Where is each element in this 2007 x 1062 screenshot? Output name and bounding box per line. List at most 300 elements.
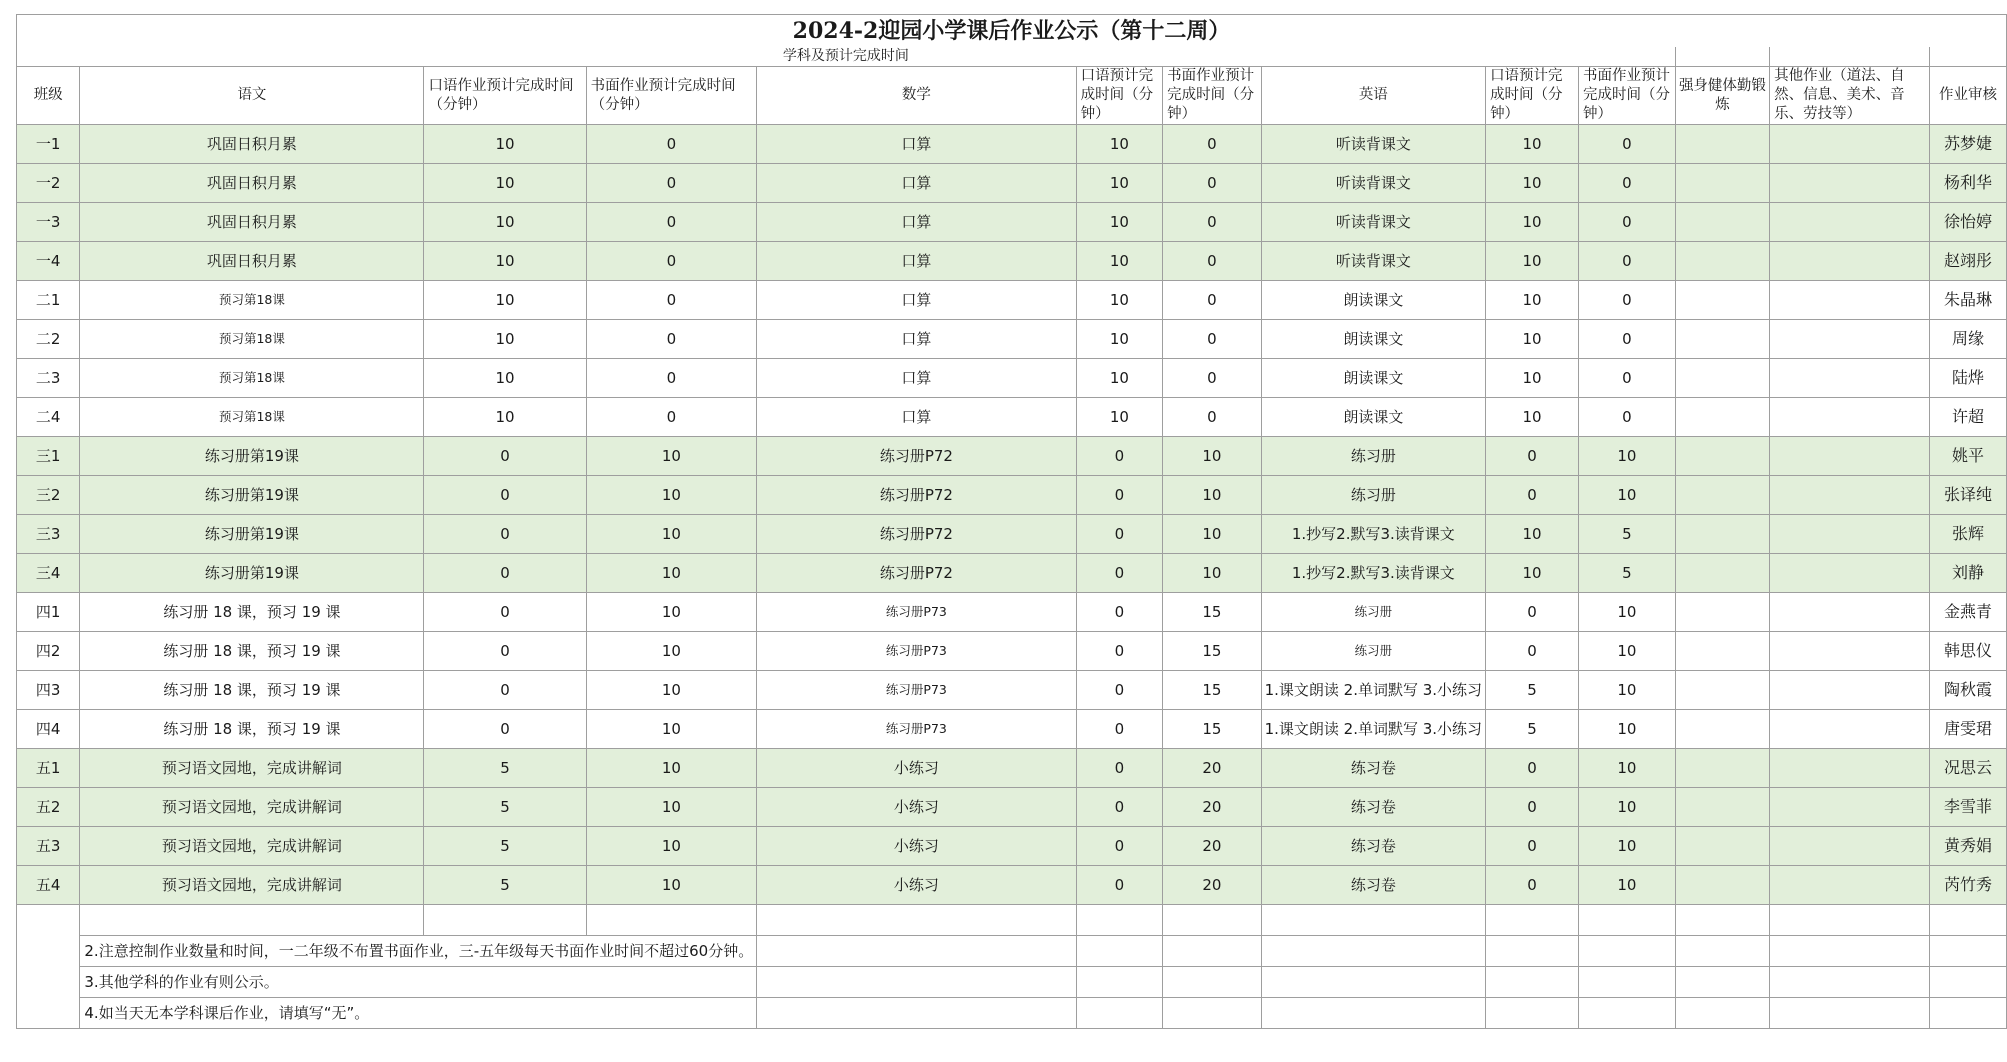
cell-math: 练习册P73 [757,632,1076,671]
note-empty-cell [1261,936,1485,967]
note-empty-cell [1076,998,1163,1029]
cell-chinese-oral-time: 10 [424,203,586,242]
note-empty-cell [1675,936,1769,967]
cell-chinese: 预习语文园地，完成讲解词 [80,788,424,827]
note-empty-cell [1486,936,1579,967]
cell-english: 听读背课文 [1261,125,1485,164]
table-row [17,788,2007,827]
cell-math-oral-time: 10 [1076,359,1163,398]
cell-math: 小练习 [757,749,1076,788]
note-empty-cell [1076,936,1163,967]
cell-other [1770,632,1930,671]
cell-math-written-time: 20 [1163,827,1261,866]
cell-chinese-written-time: 10 [586,788,757,827]
cell-other [1770,242,1930,281]
page-title: 2024-2迎园小学课后作业公示（第十二周） [17,15,2007,48]
cell-math-written-time: 10 [1163,476,1261,515]
cell-fitness [1675,359,1769,398]
cell-chinese: 练习册 18 课，预习 19 课 [80,710,424,749]
cell-chinese-written-time: 10 [586,710,757,749]
cell-chinese: 预习语文园地，完成讲解词 [80,827,424,866]
cell-math: 练习册P73 [757,710,1076,749]
cell-class: 二1 [17,281,80,320]
cell-english-written-time: 0 [1578,398,1675,437]
cell-english-oral-time: 0 [1486,749,1579,788]
cell-reviewer: 陆烨 [1929,359,2006,398]
note-empty-cell [1675,967,1769,998]
cell-english-written-time: 10 [1578,788,1675,827]
cell-math-written-time: 0 [1163,203,1261,242]
note-empty-cell [1076,905,1163,936]
cell-fitness [1675,554,1769,593]
cell-math: 口算 [757,320,1076,359]
cell-math-oral-time: 10 [1076,242,1163,281]
cell-other [1770,671,1930,710]
cell-class: 三4 [17,554,80,593]
cell-english: 1.抄写2.默写3.读背课文 [1261,554,1485,593]
table-row [17,125,2007,164]
cell-class: 四2 [17,632,80,671]
note-empty-cell [1770,998,1930,1029]
note-left-blank [17,905,80,1029]
cell-chinese-oral-time: 10 [424,398,586,437]
cell-math: 小练习 [757,827,1076,866]
header-chinese: 语文 [80,67,424,125]
table-row [17,827,2007,866]
cell-chinese-oral-time: 0 [424,710,586,749]
cell-math: 口算 [757,242,1076,281]
cell-reviewer: 陶秋霞 [1929,671,2006,710]
cell-english: 练习册 [1261,632,1485,671]
cell-math: 小练习 [757,788,1076,827]
cell-math-written-time: 0 [1163,242,1261,281]
note-empty-cell [1929,936,2006,967]
cell-english: 1.抄写2.默写3.读背课文 [1261,515,1485,554]
cell-chinese-oral-time: 0 [424,554,586,593]
cell-english-oral-time: 10 [1486,242,1579,281]
note-empty-cell [1675,905,1769,936]
header-math-oral-time: 口语预计完成时间（分钟） [1076,67,1163,125]
cell-class: 五3 [17,827,80,866]
cell-chinese-oral-time: 10 [424,242,586,281]
cell-math-oral-time: 10 [1076,398,1163,437]
cell-english-written-time: 5 [1578,515,1675,554]
cell-class: 四1 [17,593,80,632]
note-row [17,905,2007,936]
cell-english-written-time: 0 [1578,164,1675,203]
cell-fitness [1675,125,1769,164]
cell-math: 练习册P72 [757,476,1076,515]
cell-english: 练习卷 [1261,866,1485,905]
cell-chinese-oral-time: 0 [424,515,586,554]
cell-math-written-time: 0 [1163,359,1261,398]
cell-math-written-time: 0 [1163,164,1261,203]
cell-other [1770,320,1930,359]
header-row [17,67,2007,125]
cell-math-written-time: 10 [1163,515,1261,554]
cell-chinese-written-time: 10 [586,749,757,788]
cell-chinese: 巩固日积月累 [80,242,424,281]
cell-reviewer: 徐怡婷 [1929,203,2006,242]
note-empty-cell [1578,967,1675,998]
cell-english-written-time: 10 [1578,593,1675,632]
cell-chinese: 练习册第19课 [80,476,424,515]
cell-math-written-time: 10 [1163,554,1261,593]
cell-reviewer: 芮竹秀 [1929,866,2006,905]
cell-fitness [1675,203,1769,242]
cell-chinese: 练习册 18 课，预习 19 课 [80,632,424,671]
cell-fitness [1675,320,1769,359]
cell-chinese: 练习册第19课 [80,554,424,593]
cell-math: 练习册P72 [757,515,1076,554]
cell-chinese: 预习语文园地，完成讲解词 [80,749,424,788]
cell-reviewer: 黄秀娟 [1929,827,2006,866]
cell-chinese-oral-time: 10 [424,164,586,203]
cell-other [1770,749,1930,788]
table-row [17,476,2007,515]
cell-chinese-oral-time: 0 [424,632,586,671]
cell-fitness [1675,788,1769,827]
table-row [17,866,2007,905]
cell-chinese-oral-time: 5 [424,749,586,788]
cell-math-oral-time: 0 [1076,632,1163,671]
cell-other [1770,359,1930,398]
cell-math: 练习册P73 [757,593,1076,632]
cell-english-oral-time: 10 [1486,125,1579,164]
cell-chinese-written-time: 10 [586,476,757,515]
cell-math: 口算 [757,398,1076,437]
cell-math: 口算 [757,359,1076,398]
cell-math-written-time: 20 [1163,866,1261,905]
cell-chinese: 巩固日积月累 [80,164,424,203]
cell-english: 练习卷 [1261,788,1485,827]
cell-english-oral-time: 5 [1486,671,1579,710]
cell-chinese: 巩固日积月累 [80,125,424,164]
cell-math-oral-time: 0 [1076,437,1163,476]
cell-fitness [1675,281,1769,320]
cell-english: 听读背课文 [1261,203,1485,242]
homework-table [16,14,2007,1029]
header-math-written-time: 书面作业预计完成时间（分钟） [1163,67,1261,125]
cell-english-oral-time: 0 [1486,866,1579,905]
cell-english: 听读背课文 [1261,242,1485,281]
header-reviewer: 作业审核 [1929,67,2006,125]
cell-fitness [1675,749,1769,788]
cell-fitness [1675,164,1769,203]
cell-math-written-time: 0 [1163,320,1261,359]
cell-chinese-written-time: 0 [586,320,757,359]
header-english-written-time: 书面作业预计完成时间（分钟） [1578,67,1675,125]
cell-math-oral-time: 0 [1076,671,1163,710]
cell-class: 三1 [17,437,80,476]
cell-chinese: 练习册 18 课，预习 19 课 [80,671,424,710]
cell-math-oral-time: 0 [1076,749,1163,788]
note-text: 3.其他学科的作业有则公示。 [80,967,757,998]
cell-english-oral-time: 10 [1486,554,1579,593]
cell-chinese-written-time: 10 [586,827,757,866]
header-class: 班级 [17,67,80,125]
cell-other [1770,515,1930,554]
note-empty-cell [1770,905,1930,936]
cell-english: 朗读课文 [1261,359,1485,398]
cell-math-oral-time: 0 [1076,554,1163,593]
cell-class: 二2 [17,320,80,359]
header-other: 其他作业（道法、自然、信息、美术、音乐、劳技等） [1770,67,1930,125]
header-math: 数学 [757,67,1076,125]
cell-english-oral-time: 10 [1486,281,1579,320]
table-row [17,437,2007,476]
cell-english-written-time: 10 [1578,437,1675,476]
cell-reviewer: 张译纯 [1929,476,2006,515]
cell-chinese-oral-time: 0 [424,476,586,515]
cell-fitness [1675,593,1769,632]
cell-fitness [1675,827,1769,866]
cell-math-oral-time: 0 [1076,593,1163,632]
cell-chinese-oral-time: 10 [424,281,586,320]
cell-chinese: 预习第18课 [80,359,424,398]
table-row [17,398,2007,437]
cell-reviewer: 许超 [1929,398,2006,437]
cell-english-written-time: 0 [1578,242,1675,281]
cell-other [1770,827,1930,866]
cell-math-written-time: 15 [1163,632,1261,671]
cell-chinese: 练习册第19课 [80,515,424,554]
table-row [17,710,2007,749]
table-row [17,281,2007,320]
cell-english-written-time: 0 [1578,125,1675,164]
cell-english-written-time: 10 [1578,866,1675,905]
cell-english-oral-time: 0 [1486,437,1579,476]
cell-english: 练习册 [1261,476,1485,515]
cell-english: 练习卷 [1261,749,1485,788]
cell-reviewer: 苏梦婕 [1929,125,2006,164]
cell-other [1770,125,1930,164]
cell-math: 口算 [757,125,1076,164]
table-row [17,671,2007,710]
cell-english-written-time: 10 [1578,671,1675,710]
subheader-blank-fitness [1675,47,1769,67]
cell-chinese-oral-time: 10 [424,359,586,398]
cell-chinese-oral-time: 0 [424,671,586,710]
cell-reviewer: 杨利华 [1929,164,2006,203]
cell-math-written-time: 0 [1163,281,1261,320]
cell-math-written-time: 10 [1163,437,1261,476]
cell-fitness [1675,242,1769,281]
cell-math: 练习册P72 [757,554,1076,593]
note-text: 2.注意控制作业数量和时间，一二年级不布置书面作业，三-五年级每天书面作业时间不超过60分钟。 [80,936,757,967]
cell-reviewer: 韩思仪 [1929,632,2006,671]
table-row [17,242,2007,281]
cell-fitness [1675,671,1769,710]
note-row [17,967,2007,998]
table-row [17,749,2007,788]
cell-fitness [1675,398,1769,437]
cell-chinese-written-time: 0 [586,281,757,320]
subject-subheader: 学科及预计完成时间 [17,47,1676,67]
cell-english-written-time: 0 [1578,281,1675,320]
note-empty-cell [1261,905,1485,936]
note-empty-cell [757,967,1076,998]
cell-math-oral-time: 10 [1076,281,1163,320]
cell-class: 一1 [17,125,80,164]
cell-math-written-time: 15 [1163,671,1261,710]
cell-reviewer: 金燕青 [1929,593,2006,632]
cell-class: 二4 [17,398,80,437]
note-empty-cell [80,905,424,936]
cell-english-oral-time: 10 [1486,203,1579,242]
cell-class: 三2 [17,476,80,515]
note-empty-cell [1578,905,1675,936]
homework-sheet [16,14,2007,1029]
table-row [17,164,2007,203]
subheader-blank-other [1770,47,1930,67]
cell-chinese-written-time: 0 [586,203,757,242]
table-row [17,203,2007,242]
cell-chinese: 预习语文园地，完成讲解词 [80,866,424,905]
cell-other [1770,281,1930,320]
cell-reviewer: 周缘 [1929,320,2006,359]
cell-english: 听读背课文 [1261,164,1485,203]
cell-math: 练习册P72 [757,437,1076,476]
cell-chinese-oral-time: 0 [424,593,586,632]
cell-reviewer: 朱晶琳 [1929,281,2006,320]
note-text: 4.如当天无本学科课后作业，请填写“无”。 [80,998,757,1029]
note-empty-cell [1486,967,1579,998]
cell-english-written-time: 10 [1578,632,1675,671]
cell-english: 练习册 [1261,593,1485,632]
cell-english-oral-time: 5 [1486,710,1579,749]
cell-math-oral-time: 0 [1076,710,1163,749]
cell-english-oral-time: 10 [1486,359,1579,398]
cell-chinese-written-time: 10 [586,866,757,905]
cell-english-written-time: 5 [1578,554,1675,593]
subheader-row [17,47,2007,67]
cell-chinese-oral-time: 10 [424,125,586,164]
cell-chinese-written-time: 0 [586,398,757,437]
cell-english-oral-time: 0 [1486,632,1579,671]
cell-fitness [1675,866,1769,905]
cell-other [1770,203,1930,242]
cell-chinese-oral-time: 5 [424,827,586,866]
cell-chinese: 练习册 18 课，预习 19 课 [80,593,424,632]
cell-chinese-written-time: 10 [586,437,757,476]
cell-math-written-time: 0 [1163,125,1261,164]
cell-english-written-time: 10 [1578,476,1675,515]
cell-math-oral-time: 0 [1076,788,1163,827]
cell-fitness [1675,710,1769,749]
note-empty-cell [424,905,586,936]
cell-reviewer: 赵翊彤 [1929,242,2006,281]
note-empty-cell [586,905,757,936]
cell-other [1770,437,1930,476]
cell-class: 一2 [17,164,80,203]
cell-class: 一3 [17,203,80,242]
note-empty-cell [1486,998,1579,1029]
cell-english: 朗读课文 [1261,398,1485,437]
note-empty-cell [1675,998,1769,1029]
cell-english-written-time: 0 [1578,359,1675,398]
cell-math-written-time: 15 [1163,593,1261,632]
note-empty-cell [1578,998,1675,1029]
cell-english: 练习册 [1261,437,1485,476]
cell-english: 朗读课文 [1261,320,1485,359]
note-empty-cell [1486,905,1579,936]
cell-math-oral-time: 0 [1076,866,1163,905]
cell-english-written-time: 10 [1578,710,1675,749]
cell-english-written-time: 0 [1578,203,1675,242]
note-empty-cell [1163,936,1261,967]
cell-english-oral-time: 0 [1486,593,1579,632]
header-chinese-oral-time: 口语作业预计完成时间（分钟） [424,67,586,125]
cell-chinese-written-time: 0 [586,242,757,281]
cell-reviewer: 况思云 [1929,749,2006,788]
cell-chinese: 预习第18课 [80,320,424,359]
note-empty-cell [757,936,1076,967]
cell-class: 四3 [17,671,80,710]
cell-math: 练习册P73 [757,671,1076,710]
cell-math: 小练习 [757,866,1076,905]
cell-chinese-written-time: 10 [586,671,757,710]
cell-reviewer: 唐雯珺 [1929,710,2006,749]
cell-reviewer: 张辉 [1929,515,2006,554]
cell-english-written-time: 10 [1578,749,1675,788]
cell-math-oral-time: 10 [1076,203,1163,242]
note-empty-cell [1770,936,1930,967]
cell-other [1770,710,1930,749]
cell-english-oral-time: 10 [1486,320,1579,359]
note-empty-cell [1578,936,1675,967]
table-row [17,554,2007,593]
note-empty-cell [1076,967,1163,998]
cell-chinese: 预习第18课 [80,281,424,320]
note-empty-cell [1929,998,2006,1029]
cell-english: 朗读课文 [1261,281,1485,320]
cell-class: 三3 [17,515,80,554]
cell-fitness [1675,437,1769,476]
cell-class: 五1 [17,749,80,788]
cell-class: 五4 [17,866,80,905]
cell-other [1770,164,1930,203]
cell-reviewer: 姚平 [1929,437,2006,476]
cell-math-oral-time: 10 [1076,320,1163,359]
cell-other [1770,788,1930,827]
cell-other [1770,398,1930,437]
cell-math-written-time: 20 [1163,788,1261,827]
cell-other [1770,866,1930,905]
cell-math-oral-time: 0 [1076,476,1163,515]
cell-chinese-written-time: 10 [586,632,757,671]
cell-english-oral-time: 10 [1486,398,1579,437]
cell-class: 四4 [17,710,80,749]
cell-math-written-time: 15 [1163,710,1261,749]
subheader-blank-reviewer [1929,47,2006,67]
table-row [17,359,2007,398]
cell-class: 一4 [17,242,80,281]
cell-chinese-written-time: 0 [586,125,757,164]
cell-english-written-time: 10 [1578,827,1675,866]
note-row [17,936,2007,967]
cell-reviewer: 刘静 [1929,554,2006,593]
cell-class: 五2 [17,788,80,827]
cell-math-oral-time: 0 [1076,827,1163,866]
cell-other [1770,554,1930,593]
cell-chinese-written-time: 0 [586,164,757,203]
cell-math-oral-time: 10 [1076,164,1163,203]
cell-math: 口算 [757,203,1076,242]
table-row [17,593,2007,632]
cell-chinese-oral-time: 5 [424,788,586,827]
cell-chinese-written-time: 10 [586,593,757,632]
